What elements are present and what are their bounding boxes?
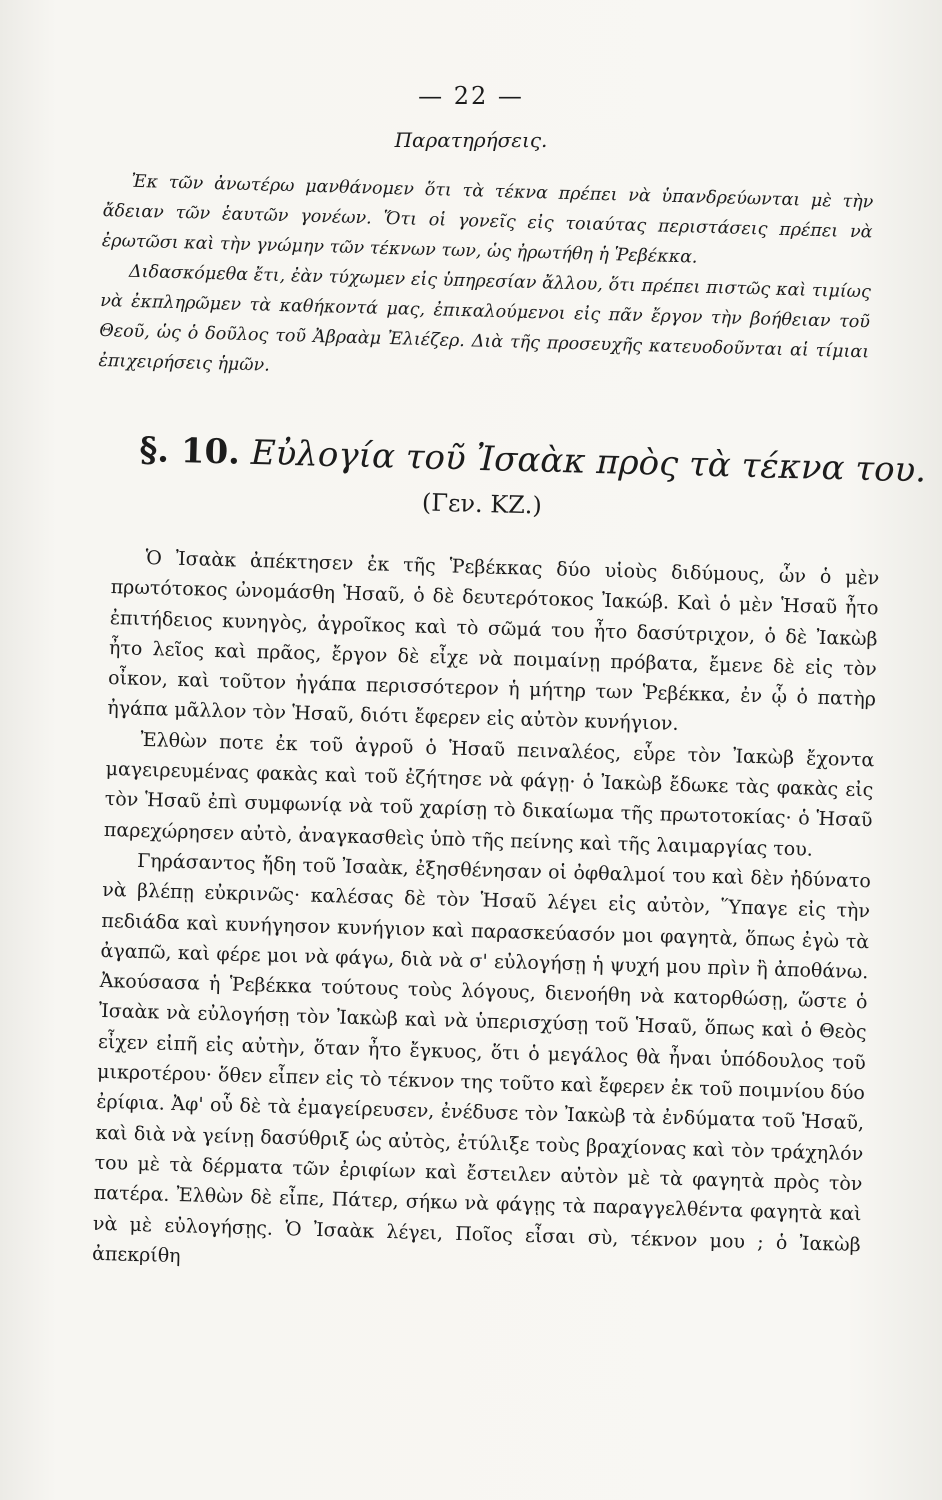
remarks-paragraph-2: Διδασκόμεθα ἔτι, ἐὰν τύχωμεν εἰς ὑπηρεσίαν ἄλλου, ὅτι πρέπει πιστῶς καὶ τιμίως νὰ ἐκπληρῶμεν τὰ καθήκοντά μας, ἐπικαλούμενοι εἰς πᾶν ἔργον τὴν βοήθειαν τοῦ Θεοῦ, ὡς ὁ δοῦλος τοῦ Ἀβραὰμ Ἐλιέζερ. Διὰ τῆς προσευχῆς κατευοδοῦνται αἱ τίμιαι ἐπιχειρήσεις ἡμῶν. bbox=[98, 261, 872, 376]
remarks-section bbox=[98, 166, 874, 397]
section-number: §. 10. bbox=[138, 430, 241, 473]
body-paragraph-1: Ὁ Ἰσαὰκ ἀπέκτησεν ἐκ τῆς Ῥεβέκκας δύο υἱοὺς διδύμους, ὧν ὁ μὲν πρωτότοκος ὠνομάσθη Ἡσαῦ, ὁ δὲ δευτερότοκος Ἰακώβ. Καὶ ὁ μὲν Ἡσαῦ ἦτο ἐπιτήδειος κυνηγὸς, ἀγροῖκος καὶ τὸ σῶμά του ἦτο δασύτριχον, ὁ δὲ Ἰακὼβ ἦτο λεῖος καὶ πρᾶος, ἔργον δὲ εἶχε νὰ ποιμαίνῃ πρόβατα, ἔμενε δὲ εἰς τὸν οἶκον, καὶ τοῦτον ἠγάπα περισσότερον ἡ μήτηρ των Ῥεβέκκα, ἐν ᾧ ὁ πατὴρ ἠγάπα μᾶλλον τὸν Ἡσαῦ, διότι ἔφερεν εἰς αὐτὸν κυνήγιον. bbox=[107, 546, 880, 736]
body-paragraph-2: Ἐλθὼν ποτε ἐκ τοῦ ἀγροῦ ὁ Ἡσαῦ πειναλέος, εὗρε τὸν Ἰακὼβ ἔχοντα μαγειρευμένας φακὰς καὶ τοῦ ἐζήτησε νὰ φάγῃ· ὁ Ἰακὼβ ἔδωκε τὰς φακὰς εἰς τὸν Ἡσαῦ ἐπὶ συμφωνίᾳ νὰ τοῦ χαρίσῃ τὸ δικαίωμα τῆς πρωτοτοκίας· ὁ Ἡσαῦ παρεχώρησεν αὐτὸ, ἀναγκασθεὶς ὑπὸ τῆς πείνης καὶ τῆς λαιμαργίας του. bbox=[103, 728, 875, 861]
remarks-paragraph-1: Ἐκ τῶν ἀνωτέρω μανθάνομεν ὅτι τὰ τέκνα πρέπει νὰ ὑπανδρεύωνται μὲ τὴν ἄδειαν τῶν ἑαυτῶν γονέων. Ὅτι οἱ γονεῖς εἰς τοιαύτας περιστάσεις πρέπει νὰ ἐρωτῶσι καὶ τὴν γνώμην τῶν τέκνων των, ὡς ἠρωτήθη ἡ Ῥεβέκκα. bbox=[101, 171, 874, 268]
section-title-text: Εὐλογία τοῦ Ἰσαὰκ πρὸς τὰ τέκνα του. bbox=[250, 432, 927, 491]
section-reference: (Γεν. ΚΖ.) bbox=[421, 488, 543, 520]
page-number: — 22 — bbox=[418, 82, 524, 110]
section-body bbox=[92, 542, 880, 1290]
section-title bbox=[138, 430, 927, 491]
body-paragraph-3: Γηράσαντος ἤδη τοῦ Ἰσαὰκ, ἐξησθένησαν οἱ ὀφθαλμοί του καὶ δὲν ἠδύνατο νὰ βλέπῃ εὐκρινῶς· καλέσας δὲ τὸν Ἡσαῦ λέγει εἰς αὐτὸν, Ὕπαγε εἰς τὴν πεδιάδα καὶ κυνήγησον κυνήγιον καὶ παρασκεύασόν μοι φαγητὰ, ὅπως ἐγὼ τὰ ἀγαπῶ, καὶ φέρε μοι νὰ φάγω, διὰ νὰ σ' εὐλογήσῃ ἡ ψυχή μου πρὶν ἢ ἀποθάνω. Ἀκούσασα ἡ Ῥεβέκκα τούτους τοὺς λόγους, διενοήθη νὰ κατορθώσῃ, ὥστε ὁ Ἰσαὰκ νὰ εὐλογήσῃ τὸν Ἰακὼβ καὶ νὰ ὑπερισχύσῃ τοῦ Ἡσαῦ, ὅπως καὶ ὁ Θεὸς εἶχεν εἰπῆ εἰς αὐτὴν, ὅταν ἦτο ἔγκυος, ὅτι ὁ μεγάλος θὰ ἦναι ὑπόδουλος τοῦ μικροτέρου· ὅθεν εἶπεν εἰς τὸ τέκνον της τοῦτο καὶ ἔφερεν ἐκ τοῦ ποιμνίου δύο ἐρίφια. Ἀφ' οὗ δὲ τὰ ἐμαγείρευσεν, ἐνέδυσε τὸν Ἰακὼβ τὰ ἐνδύματα τοῦ Ἡσαῦ, καὶ διὰ νὰ γείνῃ δασύθριξ ὡς αὐτὸς, ἐτύλιξε τοὺς βραχίονας καὶ τὸν τράχηλόν του μὲ τὰ δέρματα τῶν ἐριφίων καὶ ἔστειλεν αὐτὸν μὲ τὰ φαγητὰ πρὸς τὸν πατέρα. Ἐλθὼν δὲ εἶπε, Πάτερ, σήκω νὰ φάγῃς τὰ παραγγελθέντα φαγητὰ καὶ νὰ μὲ εὐλογήσῃς. Ὁ Ἰσαὰκ λέγει, Ποῖος εἶσαι σὺ, τέκνον μου ; ὁ Ἰακὼβ ἀπεκρίθη bbox=[91, 849, 872, 1268]
remarks-heading: Παρατηρήσεις. bbox=[394, 128, 548, 152]
